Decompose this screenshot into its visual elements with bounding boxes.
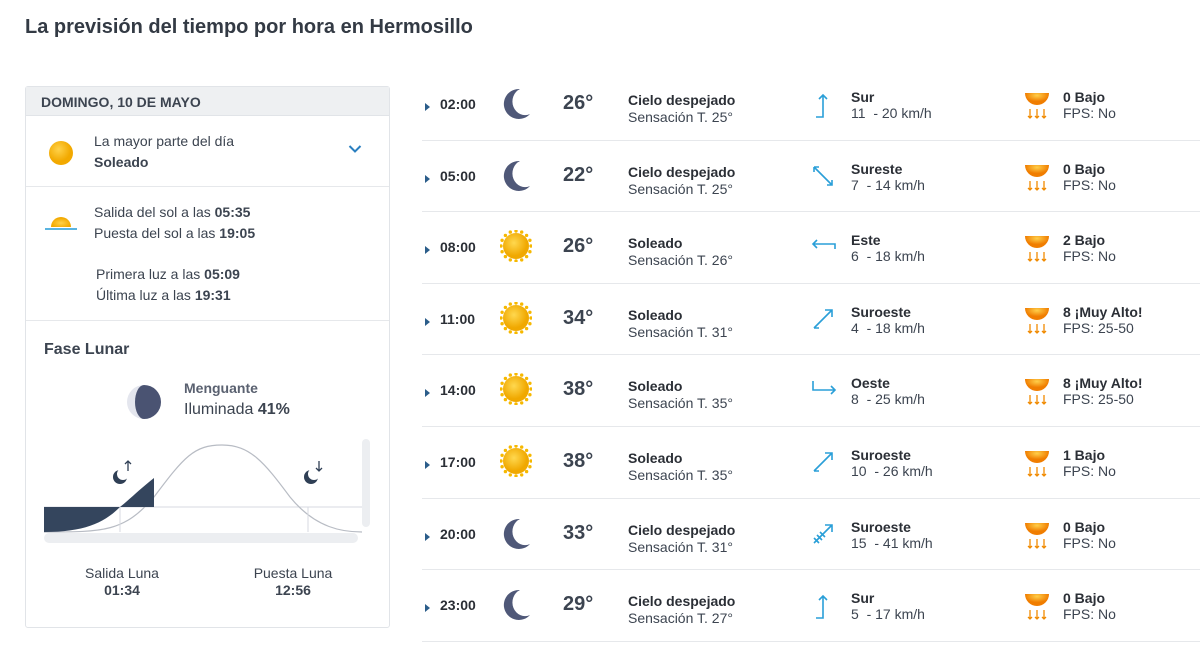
sun-protection-factor: FPS: No xyxy=(1063,105,1116,121)
wind-direction: Sur xyxy=(851,590,875,607)
hour-row[interactable] xyxy=(422,212,1200,284)
hour-condition: Soleado xyxy=(628,235,683,252)
hour-temperature: 33° xyxy=(563,521,594,544)
last-light-label: Última luz a las xyxy=(96,287,191,303)
uv-index-icon xyxy=(1024,232,1050,269)
wind-direction: Suroeste xyxy=(851,303,911,320)
moonset-time: 12:56 xyxy=(275,582,311,598)
caret-right-icon[interactable] xyxy=(424,242,432,260)
uv-index: 8 ¡Muy Alto! xyxy=(1063,375,1143,392)
moonrise-icon xyxy=(113,461,131,484)
moon-graph-vscroll xyxy=(362,439,370,527)
uv-index: 8 ¡Muy Alto! xyxy=(1063,303,1143,320)
moonset-label: Puesta Luna xyxy=(253,565,333,581)
wind-southwest-icon xyxy=(810,449,836,480)
hour-condition: Soleado xyxy=(628,306,683,323)
sun-icon xyxy=(500,373,532,410)
hour-condition: Cielo despejado xyxy=(628,593,736,610)
hour-condition: Cielo despejado xyxy=(628,163,736,180)
hour-row[interactable] xyxy=(422,69,1200,141)
caret-right-icon[interactable] xyxy=(424,600,432,618)
day-panel xyxy=(25,86,390,628)
sunrise-label: Salida del sol a las xyxy=(94,204,211,220)
uv-index-icon xyxy=(1024,375,1050,412)
hour-feels-like: Sensación T. 31° xyxy=(628,323,733,340)
hour-feels-like: Sensación T. 25° xyxy=(628,180,733,197)
wind-south-icon xyxy=(810,91,834,126)
hour-time: 23:00 xyxy=(440,597,476,614)
moon-illumination-value: 41% xyxy=(257,401,290,418)
wind-speed: 10 - 26 km/h xyxy=(851,462,933,479)
wind-west-icon xyxy=(810,377,838,402)
caret-right-icon[interactable] xyxy=(424,529,432,547)
first-light-time: 05:09 xyxy=(204,266,240,282)
hour-time: 02:00 xyxy=(440,96,476,112)
moon-icon xyxy=(500,159,532,198)
hour-temperature: 26° xyxy=(563,235,594,258)
hour-feels-like: Sensación T. 26° xyxy=(628,252,733,269)
sun-protection-factor: FPS: 25-50 xyxy=(1063,391,1134,408)
hour-row[interactable] xyxy=(422,570,1200,642)
hour-temperature: 34° xyxy=(563,306,594,329)
sun-protection-factor: FPS: No xyxy=(1063,462,1116,479)
sun-icon xyxy=(500,230,532,267)
uv-index-icon xyxy=(1024,447,1050,484)
wind-speed: 7 - 14 km/h xyxy=(851,176,925,193)
wind-speed: 5 - 17 km/h xyxy=(851,606,925,623)
hour-row[interactable] xyxy=(422,355,1200,427)
moon-icon xyxy=(500,588,532,627)
uv-index: 0 Bajo xyxy=(1063,518,1106,535)
wind-speed: 11 - 20 km/h xyxy=(851,105,932,121)
caret-right-icon[interactable] xyxy=(424,457,432,475)
sun-icon xyxy=(500,302,532,339)
hourly-forecast-list xyxy=(422,69,1200,642)
sun-icon xyxy=(500,445,532,482)
uv-index-icon xyxy=(1024,590,1050,627)
wind-direction: Este xyxy=(851,232,881,249)
wind-direction: Sureste xyxy=(851,160,903,177)
sunrise-time: 05:35 xyxy=(214,204,251,220)
uv-index-icon xyxy=(1024,89,1050,126)
wind-speed: 6 - 18 km/h xyxy=(851,248,925,265)
moon-title: Fase Lunar xyxy=(44,341,130,358)
hour-feels-like: Sensación T. 25° xyxy=(628,109,733,125)
caret-right-icon[interactable] xyxy=(424,314,432,332)
first-light-label: Primera luz a las xyxy=(96,266,201,282)
uv-index: 0 Bajo xyxy=(1063,590,1106,607)
wind-direction: Sur xyxy=(851,89,875,105)
moon-illumination-label: Iluminada xyxy=(184,401,254,418)
wind-south-icon xyxy=(810,592,834,627)
sunset-label: Puesta del sol a las xyxy=(94,225,216,241)
sun-protection-factor: FPS: No xyxy=(1063,534,1116,551)
moonset-icon xyxy=(304,461,322,484)
moon-icon xyxy=(500,517,532,556)
page-title: La previsión del tiempo por hora en Hermosillo xyxy=(25,16,473,38)
moon-visible-area-right xyxy=(120,478,154,507)
hour-time: 14:00 xyxy=(440,382,476,399)
uv-index-icon xyxy=(1024,519,1050,556)
wind-speed: 8 - 25 km/h xyxy=(851,391,925,408)
moon-graph-scrollbar xyxy=(44,533,358,543)
wind-southwest-icon xyxy=(810,306,836,337)
hour-condition: Soleado xyxy=(628,449,683,466)
uv-index-icon xyxy=(1024,161,1050,198)
hour-feels-like: Sensación T. 35° xyxy=(628,466,733,483)
sun-protection-factor: FPS: 25-50 xyxy=(1063,319,1134,336)
wind-east-icon xyxy=(810,234,838,259)
last-light-time: 19:31 xyxy=(194,287,231,303)
summary-label: La mayor parte del día xyxy=(94,133,235,149)
hour-condition: Cielo despejado xyxy=(628,92,736,108)
uv-index: 0 Bajo xyxy=(1063,89,1106,105)
hour-temperature: 26° xyxy=(563,92,594,114)
sun-protection-factor: FPS: No xyxy=(1063,176,1116,193)
caret-right-icon[interactable] xyxy=(424,171,432,189)
moonrise-label: Salida Luna xyxy=(85,565,159,581)
hour-feels-like: Sensación T. 31° xyxy=(628,538,733,555)
hour-row[interactable] xyxy=(422,284,1200,356)
wind-southwest-strong-icon xyxy=(810,521,836,552)
hour-row[interactable] xyxy=(422,427,1200,499)
hour-time: 05:00 xyxy=(440,167,476,184)
uv-index: 0 Bajo xyxy=(1063,160,1106,177)
caret-right-icon[interactable] xyxy=(424,99,432,117)
hour-row[interactable] xyxy=(422,141,1200,213)
hour-temperature: 22° xyxy=(563,163,594,186)
hour-feels-like: Sensación T. 27° xyxy=(628,610,733,627)
moon-path-graph xyxy=(44,437,374,547)
day-summary[interactable] xyxy=(26,116,389,187)
wind-direction: Suroeste xyxy=(851,518,911,535)
wind-direction: Suroeste xyxy=(851,446,911,463)
waning-moon-icon xyxy=(125,383,163,426)
sunset-time: 19:05 xyxy=(219,225,256,241)
wind-direction: Oeste xyxy=(851,375,890,392)
last-light-row xyxy=(96,287,231,303)
hour-condition: Cielo despejado xyxy=(628,521,736,538)
wind-speed: 4 - 18 km/h xyxy=(851,319,925,336)
sunrise-row xyxy=(94,204,250,220)
chevron-down-icon[interactable] xyxy=(348,141,362,159)
sunrise-icon xyxy=(44,211,78,236)
moon-icon xyxy=(500,87,532,126)
hour-time: 08:00 xyxy=(440,239,476,256)
uv-index: 2 Bajo xyxy=(1063,232,1106,249)
sun-times xyxy=(26,187,389,321)
hour-temperature: 38° xyxy=(563,378,594,401)
hour-temperature: 38° xyxy=(563,449,594,472)
day-header: DOMINGO, 10 DE MAYO xyxy=(26,87,389,116)
hour-feels-like: Sensación T. 35° xyxy=(628,395,733,412)
moon-phase-name: Menguante xyxy=(184,380,258,396)
caret-right-icon[interactable] xyxy=(424,385,432,403)
hour-time: 11:00 xyxy=(440,310,476,327)
hour-time: 17:00 xyxy=(440,453,476,470)
sunset-row xyxy=(94,225,255,241)
sun-protection-factor: FPS: No xyxy=(1063,606,1116,623)
hour-condition: Soleado xyxy=(628,378,683,395)
uv-index-icon xyxy=(1024,304,1050,341)
wind-speed: 15 - 41 km/h xyxy=(851,534,933,551)
sun-icon xyxy=(48,140,74,171)
hour-temperature: 29° xyxy=(563,593,594,616)
wind-southeast-icon xyxy=(810,163,836,194)
moon-illumination xyxy=(184,401,290,419)
uv-index: 1 Bajo xyxy=(1063,446,1106,463)
summary-condition: Soleado xyxy=(94,154,149,170)
hour-row[interactable] xyxy=(422,499,1200,571)
moonrise-time: 01:34 xyxy=(104,582,140,598)
sun-protection-factor: FPS: No xyxy=(1063,248,1116,265)
hour-time: 20:00 xyxy=(440,525,476,542)
first-light-row xyxy=(96,266,240,282)
